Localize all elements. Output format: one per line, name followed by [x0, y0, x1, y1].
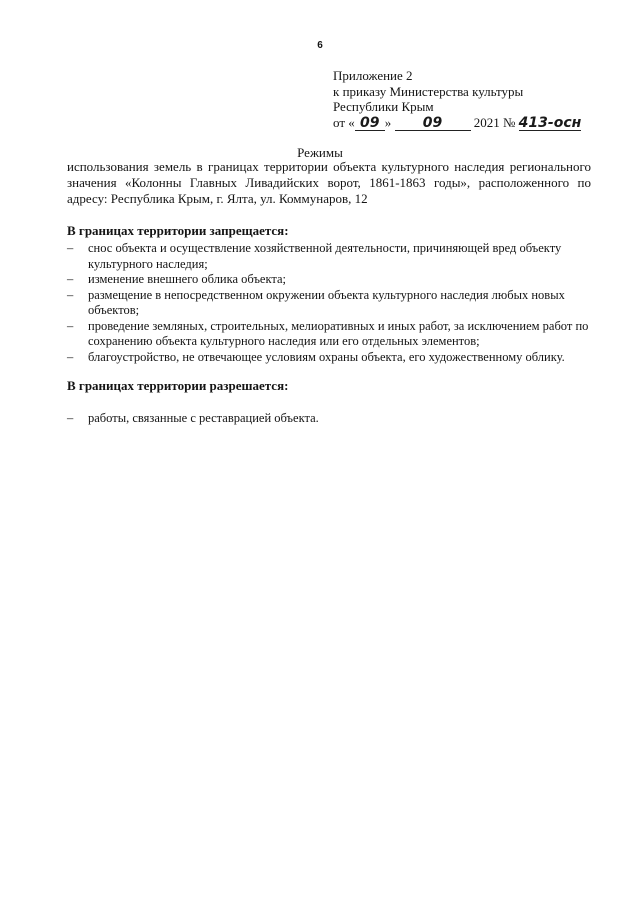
list-item [67, 272, 591, 288]
dash-bullet: – [67, 411, 74, 425]
permitted-heading: В границах территории разрешается: [67, 378, 289, 393]
list-item-text: изменение внешнего облика объекта; [88, 272, 287, 286]
appendix-header [333, 68, 581, 131]
date-prefix: от « [333, 114, 355, 130]
appendix-label: Приложение 2 [333, 68, 413, 83]
list-item [67, 288, 591, 319]
dash-bullet: – [67, 241, 74, 255]
list-item [67, 319, 591, 350]
dash-bullet: – [67, 318, 74, 333]
prohibited-heading: В границах территории запрещается: [67, 223, 289, 238]
handwritten-order-number: 413-осн [518, 114, 582, 131]
prohibited-list [67, 241, 591, 365]
dash-bullet: – [67, 349, 74, 364]
list-item-text: размещение в непосредственном окружении объекта культурного наследия любых новых объектов; [88, 287, 565, 317]
dash-bullet: – [67, 287, 74, 302]
handwritten-day: 09 [355, 117, 385, 131]
date-quote-close: » [384, 114, 392, 130]
order-date-line [333, 115, 581, 131]
list-item [67, 350, 591, 366]
handwritten-month: 09 [395, 117, 471, 131]
list-item [67, 411, 591, 427]
order-reference: к приказу Министерства культуры [333, 83, 524, 99]
list-item-text: благоустройство, не отвечающее условиям охраны объекта, его художественному облику. [88, 349, 565, 364]
permitted-list [67, 411, 591, 427]
list-item [67, 241, 591, 272]
list-item-text: проведение земляных, строительных, мелиоративных и иных работ, за исключением работ по сохранению объекта культурного наследия или его отдельных элементов; [88, 318, 589, 348]
document-title: Режимы [297, 145, 343, 160]
list-item-text: снос объекта и осуществление хозяйственной деятельности, причиняющей вред объекту культурного наследия; [88, 241, 562, 271]
list-item-text: работы, связанные с реставрацией объекта. [88, 411, 319, 425]
ministry-region: Республики Крым [333, 99, 434, 114]
dash-bullet: – [67, 272, 74, 286]
intro-paragraph: использования земель в границах территории объекта культурного наследия регионального значения «Колонны Главных Ливадийских ворот, 1861-1863 годы», расположенного по адресу: Республика Крым, г. Ялта, ул. Коммунаров, 12 [67, 159, 591, 206]
page-number: 6 [317, 40, 323, 51]
year-and-number-label: 2021 № [473, 114, 516, 130]
